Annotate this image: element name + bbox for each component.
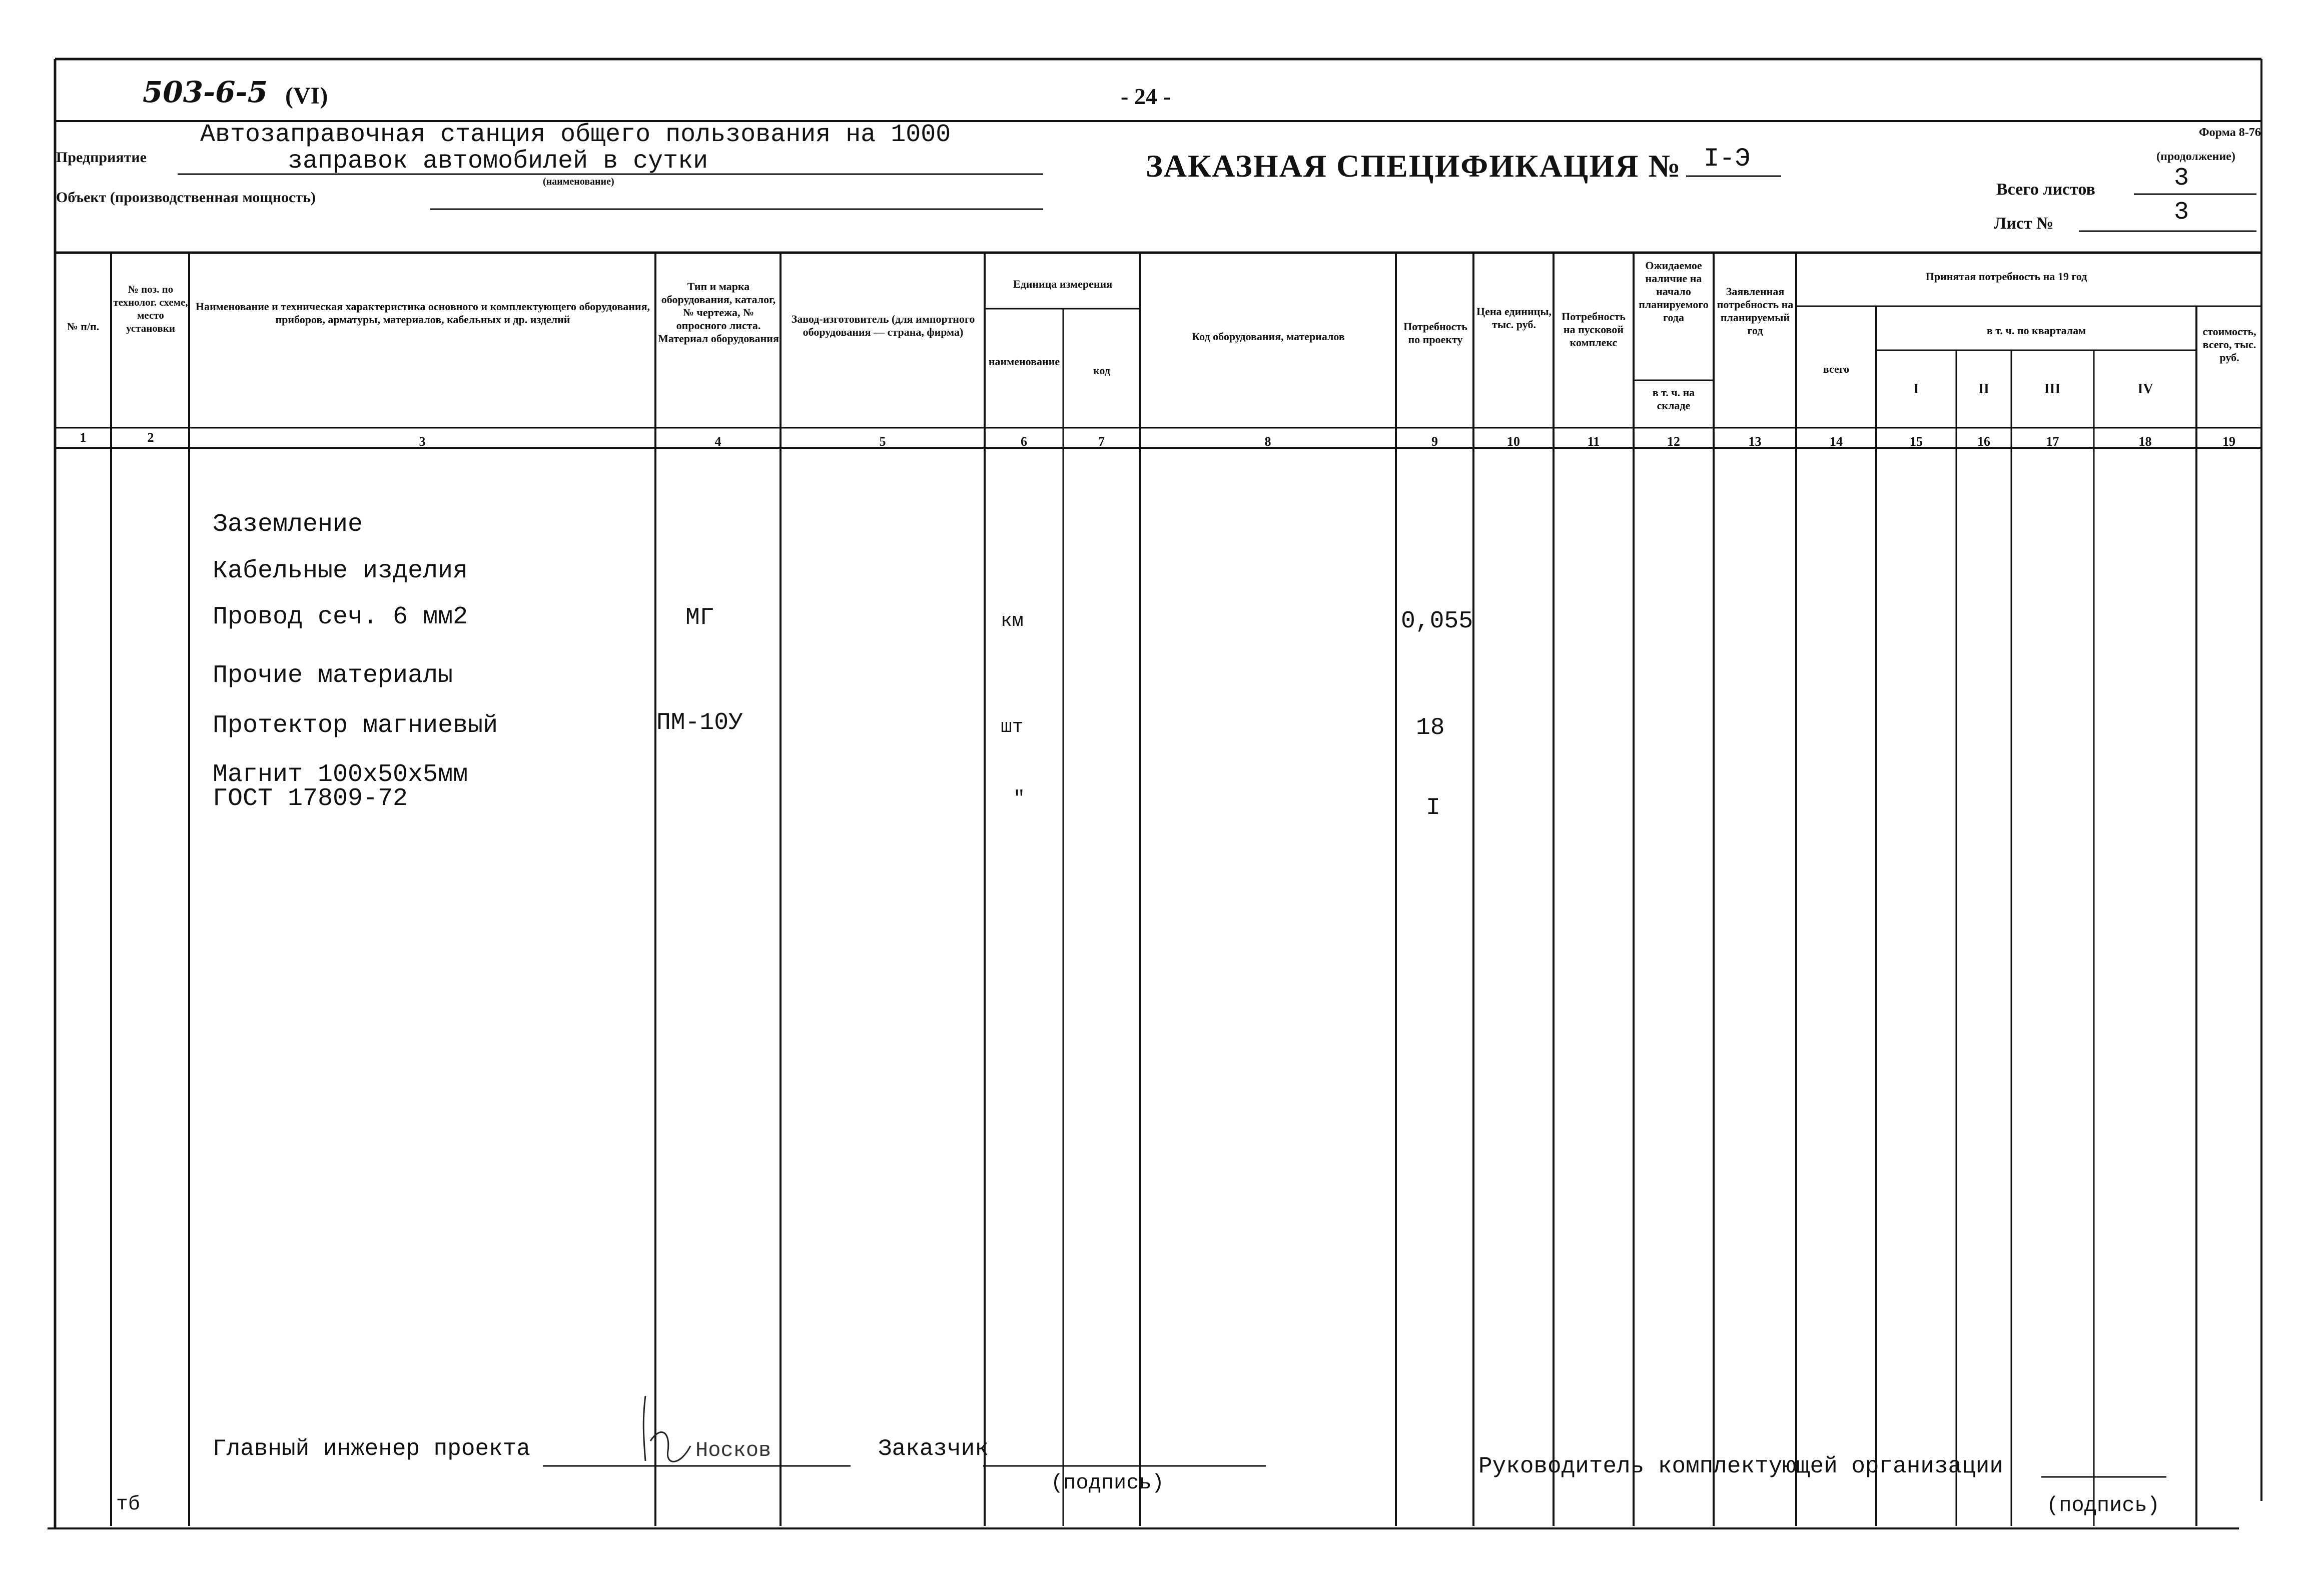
in-stock-subheader: в т. ч. на складе — [1652, 386, 1695, 412]
row-name-1: Заземление — [213, 510, 363, 539]
col-header-9: Потребность по проекту — [1403, 320, 1467, 346]
col-num-9: 9 — [1431, 434, 1438, 449]
row-unit-3: км — [1001, 610, 1024, 632]
row-name-5: Протектор магниевый — [213, 711, 498, 740]
total-sheets-label: Всего листов — [1996, 180, 2095, 199]
name-caption: (наименование) — [543, 176, 614, 187]
customer-label: Заказчик — [878, 1436, 989, 1462]
col-num-17: 17 — [2046, 434, 2059, 449]
volume-label: (VI) — [285, 83, 328, 109]
col-header-4: Тип и марка оборудования, каталог, № чертежа, № опросного листа. Материал оборудования — [658, 280, 779, 345]
row-name-4: Прочие материалы — [213, 661, 453, 690]
row-name-6: Магнит 100x50x5мм — [213, 760, 468, 789]
row-type-5: ПМ-10У — [656, 709, 743, 736]
col-num-4: 4 — [714, 434, 721, 449]
col-num-18: 18 — [2138, 434, 2152, 449]
col-header-15: I — [1913, 381, 1919, 397]
supplier-signature-caption: (подпись) — [2046, 1493, 2160, 1517]
page-number: - 24 - — [1121, 84, 1171, 109]
col-num-14: 14 — [1830, 434, 1843, 449]
unit-group-header: Единица измерения — [1013, 278, 1113, 290]
col-header-5: Завод-изготовитель (для импортного оборудования — страна, фирма) — [791, 313, 975, 338]
row-name-3: Провод сеч. 6 мм2 — [213, 603, 468, 631]
col-header-6: наименование — [988, 355, 1060, 368]
object-label: Объект (производственная мощность) — [56, 189, 316, 206]
col-num-8: 8 — [1264, 434, 1271, 449]
col-num-5: 5 — [879, 434, 886, 449]
col-header-2: № поз. по технолог. схеме, место установки — [113, 283, 188, 334]
sheet-number-value: 3 — [2174, 198, 2189, 227]
form-label: Форма 8-76 — [2199, 126, 2261, 139]
col-header-11: Потребность на пусковой комплекс — [1562, 310, 1626, 349]
row-qty-3: 0,055 — [1401, 608, 1473, 635]
col-num-12: 12 — [1667, 434, 1680, 449]
col-num-13: 13 — [1748, 434, 1762, 449]
row-unit-5: шт — [1001, 716, 1024, 738]
sheet-number-label: Лист № — [1994, 214, 2054, 233]
row-unit-6: " — [1013, 788, 1026, 811]
chief-engineer-label: Главный инженер проекта — [213, 1436, 530, 1462]
spec-number: I-Э — [1704, 144, 1751, 174]
col-num-1: 1 — [80, 430, 87, 445]
col-header-3: Наименование и техническая характеристика основного и комплектующего оборудования, приборов, арматуры, материалов, кабельных и др. изделий — [195, 300, 650, 326]
customer-signature-caption: (подпись) — [1051, 1471, 1164, 1495]
page-title: ЗАКАЗНАЯ СПЕЦИФИКАЦИЯ № — [1146, 148, 1682, 184]
quarters-subheader: в т. ч. по кварталам — [1986, 324, 2086, 337]
supplier-label: Руководитель комплектующей организации — [1478, 1453, 2003, 1479]
corner-mark: тб — [116, 1493, 141, 1516]
enterprise-label: Предприятие — [56, 149, 147, 166]
col-num-11: 11 — [1587, 434, 1600, 449]
col-num-3: 3 — [419, 434, 426, 449]
col-header-14: всего — [1823, 363, 1850, 375]
col-num-6: 6 — [1021, 434, 1027, 449]
accepted-group-header: Принятая потребность на 19 год — [1925, 270, 2087, 283]
col-header-13: Заявленная потребность на планируемый год — [1717, 285, 1794, 337]
col-header-7: код — [1093, 364, 1110, 377]
enterprise-name-line1: Автозаправочная станция общего пользования на 1000 — [200, 121, 951, 149]
chief-engineer-name: Носков — [695, 1438, 772, 1462]
col-header-17: III — [2044, 381, 2061, 397]
enterprise-name-line2: заправок автомобилей в сутки — [288, 147, 708, 176]
total-sheets-value: 3 — [2174, 164, 2189, 193]
row-qty-6: I — [1426, 794, 1440, 822]
row-type-3: МГ — [685, 604, 714, 631]
row-qty-5: 18 — [1416, 714, 1445, 741]
col-num-10: 10 — [1507, 434, 1520, 449]
row-name-6-line2: ГОСТ 17809-72 — [213, 784, 408, 813]
col-header-10: Цена единицы, тыс. руб. — [1476, 305, 1552, 331]
form-continuation: (продолжение) — [2156, 150, 2235, 163]
row-name-2: Кабельные изделия — [213, 557, 468, 585]
col-num-16: 16 — [1977, 434, 1990, 449]
col-header-1: № п/п. — [67, 320, 100, 333]
col-header-12: Ожидаемое наличие на начало планируемого года — [1639, 259, 1709, 324]
col-num-15: 15 — [1910, 434, 1923, 449]
col-num-7: 7 — [1098, 434, 1105, 449]
col-num-19: 19 — [2222, 434, 2235, 449]
document-code: 503-6-5 — [143, 75, 268, 109]
col-header-19: стоимость, всего, тыс. руб. — [2202, 325, 2256, 364]
col-num-2: 2 — [147, 430, 154, 445]
col-header-8: Код оборудования, материалов — [1192, 330, 1345, 343]
col-header-18: IV — [2137, 381, 2153, 397]
col-header-16: II — [1978, 381, 1989, 397]
